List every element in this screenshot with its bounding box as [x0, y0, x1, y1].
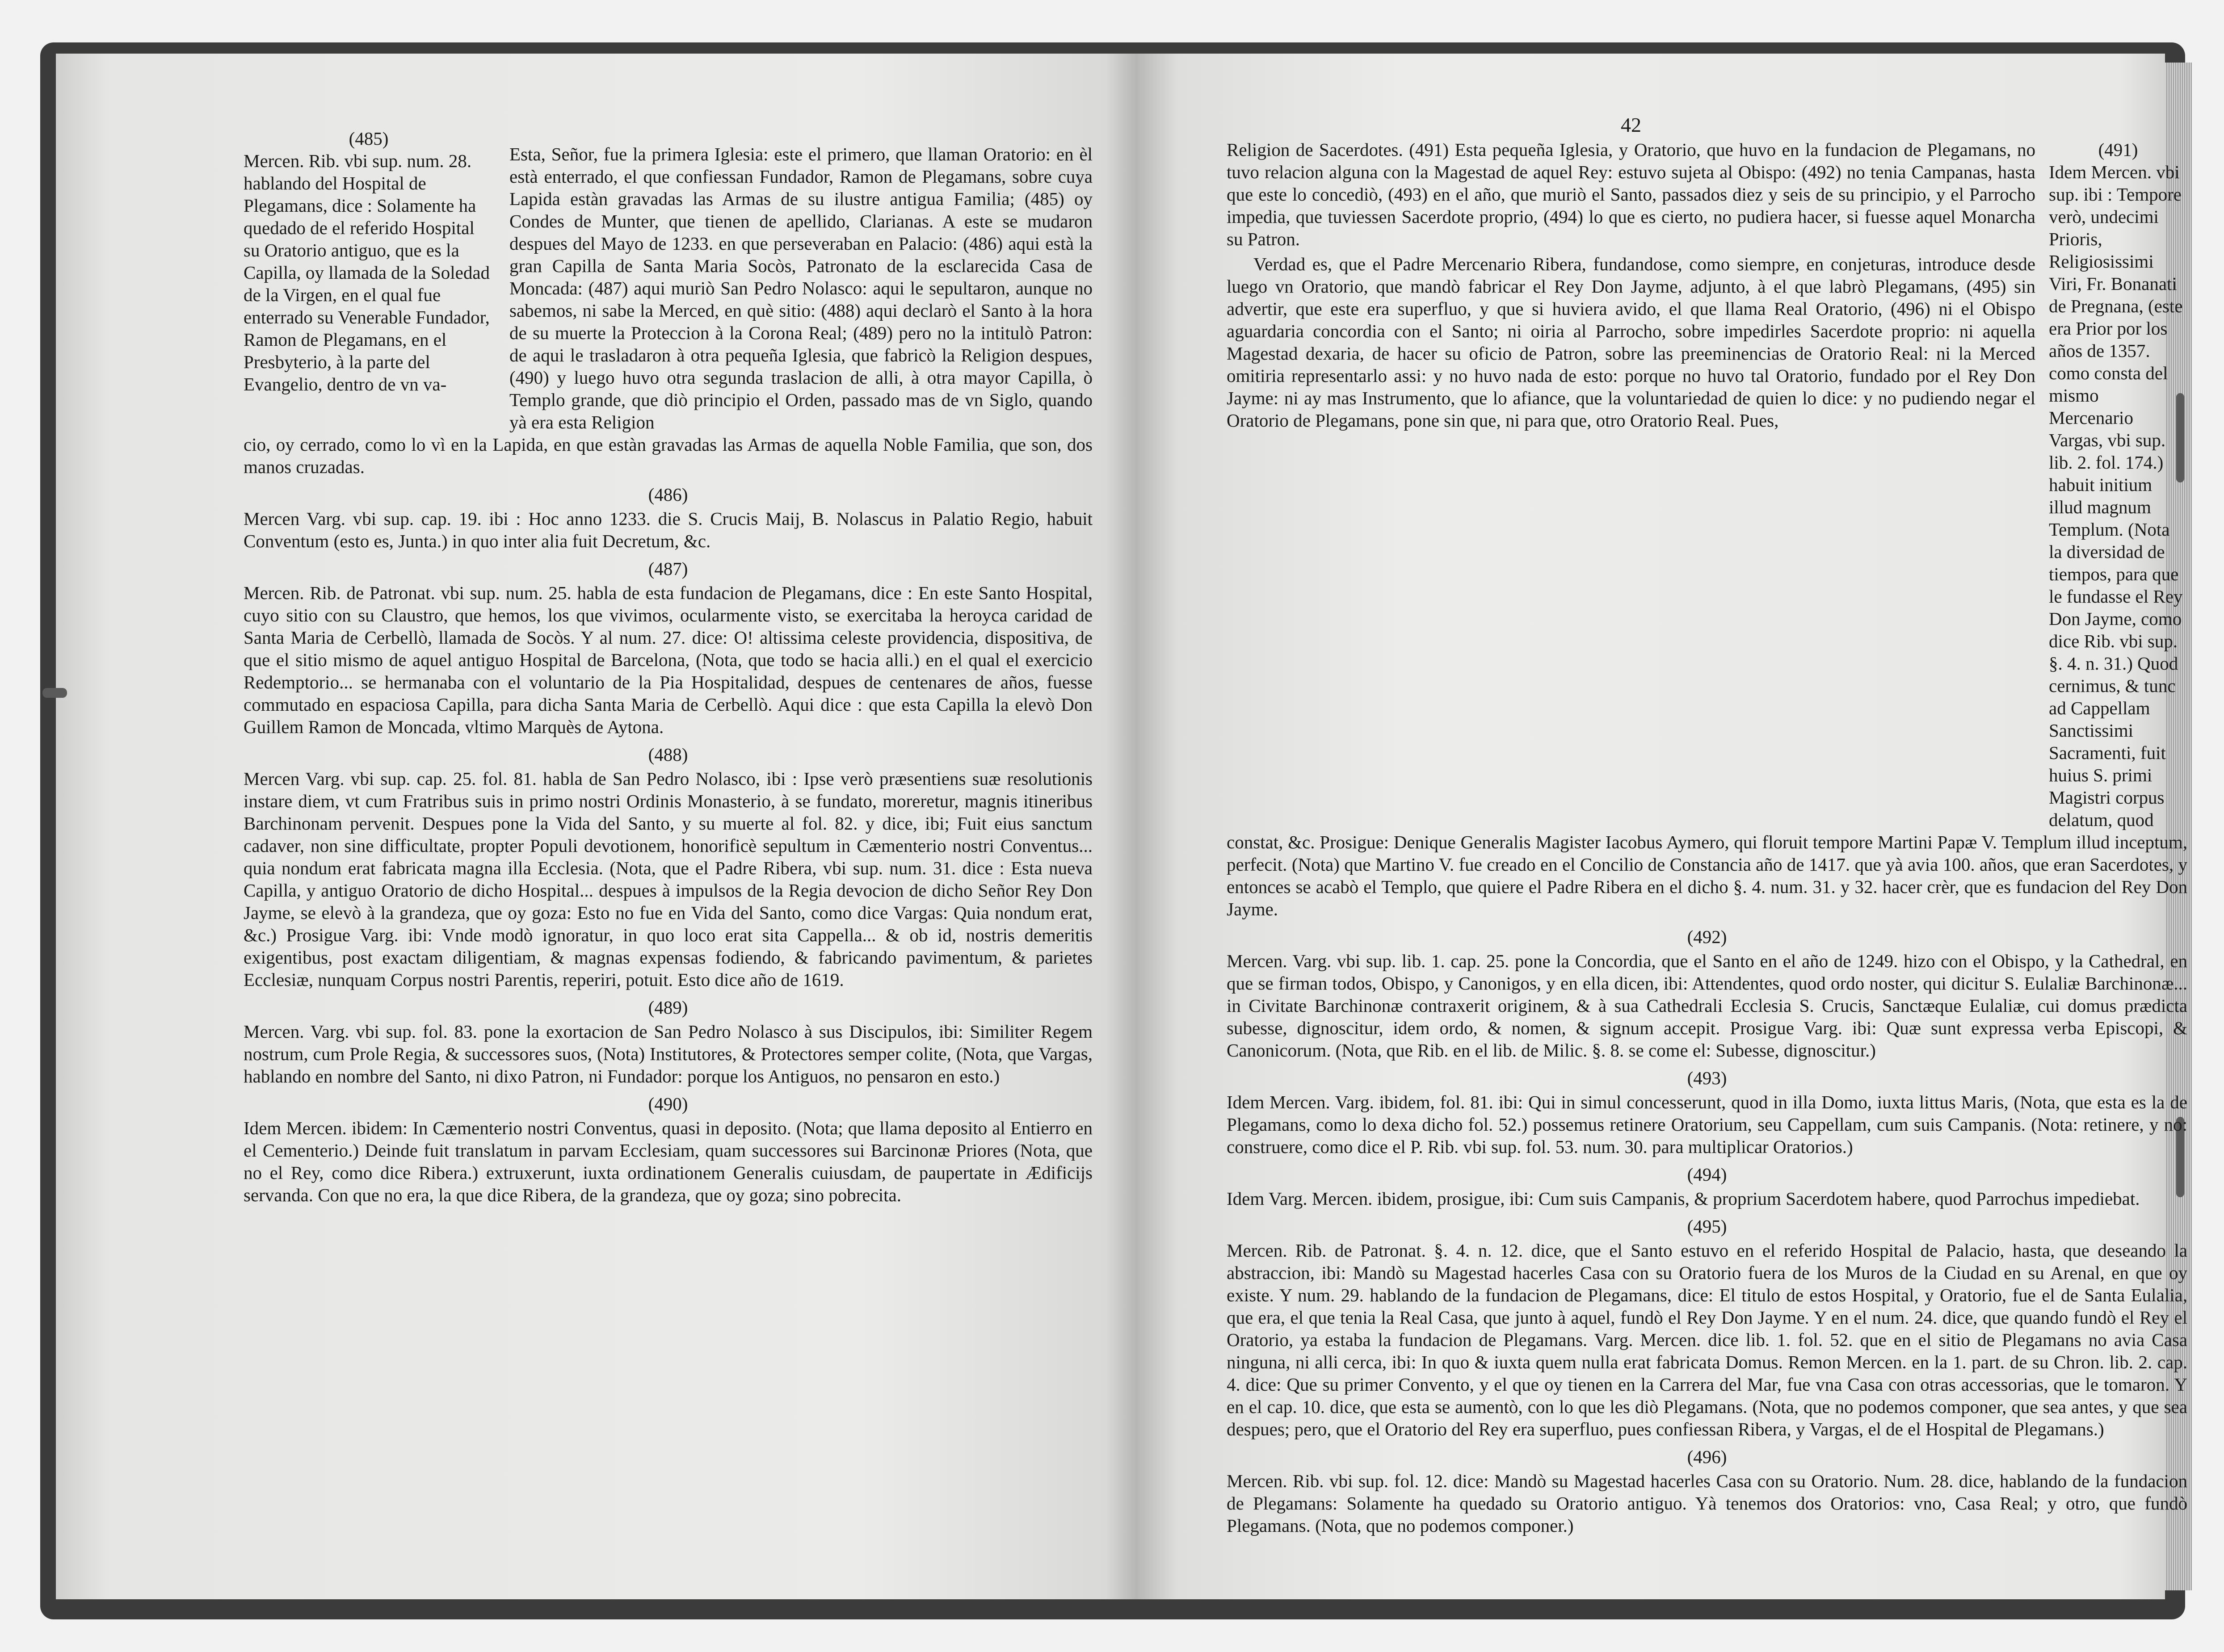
note-text: Mercen. Rib. de Patronat. vbi sup. num. 25. habla de esta fundacion de Plegamans, dice : En este Santo Hospital, cuyo sitio con su Claustro, que hemos, los que vivimos, ocularmente visto, se exercitaba la heroyca caridad de Santa Maria de Cerbellò, llamada de Socòs. Y al num. 27. dice: O! altissima celeste providencia, dispositiva, de que el sitio mismo de aquel antiguo Hospital de Barcelona, (Nota, que todo se hacia alli.) en el qual el exercicio Redemptorio... se hermanaba con el voluntario de la Pia Hospitalidad, despues de centenares de años, fuesse commutado en espaciosa Capilla, para dicha Santa Maria de Cerbellò. Aqui dice : que esta Capilla la elevò Don Guillem Ramon de Moncada, vltimo Marquès de Aytona.: [244, 583, 1093, 737]
binding-strap-left: [42, 688, 67, 698]
note-number: (486): [648, 484, 688, 505]
note-text: Mercen. Rib. vbi sup. fol. 12. dice: Mandò su Magestad hacerles Casa con su Oratorio. Num. 28. dice, hablando de la fundacion de Plegamans: Solamente ha quedado su Oratorio antiguo. Yà tenemos dos Oratorios: vno, Casa Real; y otro, que fundò Plegamans. (Nota, que no podemos componer.): [1227, 1471, 2187, 1536]
right-page-text: [1227, 112, 2187, 1539]
main-text-right: [1227, 138, 2035, 434]
note-text: Mercen. Varg. vbi sup. lib. 1. cap. 25. pone la Concordia, que el Santo en el año de 1249. hizo con el Obispo, y la Cathedral, en que se firman todos, Obispo, y Canonigos, y en ella dicen, ibi: Attendentes, quod ordo noster, qui dicitur S. Eulaliæ Barchinonæ... in Civitate Barchinonæ contraxerit originem, & à sua Cathedrali Ecclesia S. Crucis, Sanctæque Eulaliæ, cui domus prædicta subesse, dignoscitur, idem ordo, & nomen, & signum accepit. Prosigue Varg. ibi: Quæ sunt expressa verba Episcopi, & Canonicorum. (Nota, que Rib. en el lib. de Milic. §. 8. se come el: Subesse, dignoscitur.): [1227, 951, 2187, 1061]
main-text-left: Esta, Señor, fue la primera Iglesia: este el primero, que llaman Oratorio: en èl està enterrado, el que confiessan Fundador, Ramon de Plegamans, sobre cuya Lapida estàn gravadas las Armas de su ilustre antigua Familia; (485) oy Condes de Munter, que tienen de apellido, Clarianas. A este se mudaron despues del Mayo de 1233. en que perseveraban en Palacio: (486) aqui està la gran Capilla de Santa Maria Socòs, Patronato de la esclarecida Casa de Moncada: (487) aqui muriò San Pedro Nolasco: aqui le sepultaron, aunque no sabemos, ni sabe la Merced, en què sitio: (488) aqui declarò el Santo à la hora de su muerte la Proteccion à la Corona Real; (489) pero no la intitulò Patron: de aqui le trasladaron à otra pequeña Iglesia, que fabricò la Religion despues, (490) y luego huvo otra segunda traslacion de alli, à otra mayor Capilla, ò Templo grande, que diò principio el Orden, passado mas de vn Siglo, quando yà era esta Religion: [509, 144, 1093, 432]
note-text: Idem Mercen. vbi sup. ibi : Tempore verò, undecimi Prioris, Religiosissimi Viri, Fr. Bonanati de Pregnana, (este era Prior por los años de 1357. como consta del mismo Mercenario Vargas, vbi sup. lib. 2. fol. 174.) habuit initium illud magnum Templum. (Nota la diversidad de tiempos, para que le fundasse el Rey Don Jayme, como dice Rib. vbi sup. §. 4. n. 31.) Quod cernimus, & tunc ad Cappellam Sanctissimi Sacramenti, fuit huius S. primi Magistri corpus delatum, quod: [2049, 162, 2183, 830]
note-number: (493): [1687, 1068, 1727, 1088]
left-notes: [244, 433, 1093, 1206]
note-number: (491): [2098, 139, 2138, 160]
left-page-text: [244, 127, 1093, 1209]
note-number: (485): [349, 128, 389, 149]
page-number: 42: [1621, 113, 1641, 136]
note-number: (496): [1687, 1447, 1727, 1467]
note-number: (492): [1687, 927, 1727, 947]
note-number: (495): [1687, 1216, 1727, 1237]
note-text: Mercen. Rib. vbi sup. num. 28. hablando del Hospital de Plegamans, dice : Solamente ha quedado de el referido Hospital su Oratorio antiguo, que es la Capilla, oy llamada de la Soledad de la Virgen, en el qual fue enterrado su Venerable Fundador, Ramon de Plegamans, en el Presbyterio, à la parte del Evangelio, dentro de vn va-: [244, 151, 490, 394]
note-text: Idem Mercen. ibidem: In Cæmenterio nostri Conventus, quasi in deposito. (Nota; que llama deposito al Entierro en el Cementerio.) Deinde fuit translatum in parvam Ecclesiam, quam successores sui Barcinonæ Priores (Nota, que no el Rey, como dice Ribera.) extruxerunt, iuxta ordinationem Generalis cuiusdam, de paupertate in Ædificijs servanda. Con que no era, la que dice Ribera, de la grandeza, que oy goza; sino pobrecita.: [244, 1118, 1093, 1205]
note-text: Idem Varg. Mercen. ibidem, prosigue, ibi: Cum suis Campanis, & proprium Sacerdotem habere, quod Parrochus impediebat.: [1227, 1188, 2140, 1209]
note-number: (488): [648, 744, 688, 765]
note-number: (494): [1687, 1164, 1727, 1185]
paragraph: Verdad es, que el Padre Mercenario Ribera, fundandose, como siempre, en conjeturas, introduce desde luego vn Oratorio, que mandò fabricar el Rey Don Jayme, adjunto, à el que labrò Plegamans, (495) sin advertir, que este era superfluo, y que si huviera avido, el que llama Real Oratorio, (496) ni el Obispo aguardaria concordia con el Santo; ni oiria al Parrocho, sobre impedirles Sacerdote proprio: ni aquella Magestad dexaria, de hacer su oficio de Patron, sobre las preeminencias de Oratorio Real: ni la Merced omitiria representarlo assi: y no huvo nada de esto: porque no huvo tal Oratorio, fundado por el Rey Don Jayme: ni ay mas Instrumento, que lo afiance, que la voluntariedad de quien lo dice: y no pudiendo negar el Oratorio de Plegamans, pone sin que, ni para que, otro Oratorio Real. Pues,: [1227, 254, 2035, 431]
note-491-continuation: constat, &c. Prosigue: Denique Generalis Magister Iacobus Aymero, qui floruit tempore Martini Papæ V. Templum illud inceptum, perfecit. (Nota) que Martino V. fue creado en el Concilio de Constancia año de 1417. que yà avia 100. años, que eran Sacerdotes, y entonces se acabò el Templo, que quiere el Padre Ribera en el dicho §. 4. num. 31. y 32. hacer crèr, que es fundacion del Rey Don Jayme.: [1227, 832, 2187, 919]
note-text: Mercen. Varg. vbi sup. fol. 83. pone la exortacion de San Pedro Nolasco à sus Discipulos, ibi: Similiter Regem nostrum, cum Prole Regia, & successores suos, (Nota) Institutores, & Protectores semper colite, (Nota, que Vargas, hablando en nombre del Santo, ni dixo Patron, ni Fundador: porque los Antiguos, no pensaron en esto.): [244, 1021, 1093, 1086]
note-text: Mercen Varg. vbi sup. cap. 19. ibi : Hoc anno 1233. die S. Crucis Maij, B. Nolascus in Palatio Regio, habuit Conventum (esto es, Junta.) in quo inter alia fuit Decretum, &c.: [244, 508, 1093, 551]
note-number: (489): [648, 997, 688, 1018]
note-number: (487): [648, 558, 688, 579]
margin-note-491: [2049, 138, 2187, 831]
note-485-continuation: cio, oy cerrado, como lo vì en la Lapida, en que estàn gravadas las Armas de aquella Noble Familia, que son, dos manos cruzadas.: [244, 434, 1093, 477]
paragraph: Religion de Sacerdotes. (491) Esta pequeña Iglesia, y Oratorio, que huvo en la fundacion de Plegamans, no tuvo relacion alguna con la Magestad de aquel Rey: estuvo sujeta al Obispo: (492) no tenia Campanas, hasta que este lo concediò, (493) en el año, que muriò el Santo, passados diez y seis de su principio, y el Parrocho impedia, que tuviessen Sacerdote proprio, (494) lo que es cierto, no pudiera hacer, si fuesse aquel Monarcha su Patron.: [1227, 139, 2035, 249]
right-notes: [1227, 831, 2187, 1537]
note-text: Mercen. Rib. de Patronat. §. 4. n. 12. dice, que el Santo estuvo en el referido Hospital de Palacio, hasta, que deseando la abstraccion, ibi: Mandò su Magestad hacerles Casa con su Oratorio fuera de los Muros de la Ciudad en su Arenal, en que oy existe. Y num. 29. hablando de la fundacion de Plegamans, dice: El titulo de estos Hospital, y Oratorio, fue el de Santa Eulalia, que era, el que tenia la Real Casa, que junto à aquel, fundò el Rey Don Jayme. Y en el num. 24. dice, que quando fundò el Rey el Oratorio, ya estaba la fundacion de Plegamans. Varg. Mercen. dice lib. 1. fol. 52. que en el sitio de Plegamans no avia Casa ninguna, ni alli cerca, ibi: In quo & iuxta quem nulla erat fabricata Domus. Remon Mercen. en la 1. part. de su Chron. lib. 2. cap. 4. dice: Que su primer Convento, y el que oy tienen en la Carrera del Mar, fue vna Casa con otras accessorias, que le tomaron. Y en el cap. 10. dice, que esta se aumentò, con lo que les diò Plegamans. (Nota, que no podemos componer, que sea antes, y que sea despues; pero, que el Oratorio del Rey era superfluo, pues confiessan Ribera, y Vargas, el de el Hospital de Plegamans.): [1227, 1240, 2187, 1439]
left-top-section: [244, 127, 1093, 433]
note-text: Mercen Varg. vbi sup. cap. 25. fol. 81. habla de San Pedro Nolasco, ibi : Ipse verò præsentiens suæ resolutionis instare diem, vt cum Fratribus suis in primo nostri Ordinis Monasterio, à se fundato, moreretur, magnis itineribus Barchinonam pervenit. Despues pone la Vida del Santo, y su muerte al fol. 82. y dice, ibi; Fuit eius sanctum cadaver, non sine difficultate, propter Populi devotionem, honorificè sepultum in Cæmenterio nostri Conventus... quia nondum erat fabricata magna illa Ecclesia. (Nota, que el Padre Ribera, vbi sup. num. 31. dice : Esta nueva Capilla, y antiguo Oratorio de dicho Hospital... despues à impulsos de la Regia devocion de dicho Señor Rey Don Jayme, se elevò à la grandeza, que oy goza: Esto no fue en Vida del Santo, como dice Vargas: Quia nondum erat, &c.) Prosigue Varg. ibi: Vnde modò ignoratur, in quo loco erat sita Cappella... & ob id, nostris demeritis exigentibus, post exactam diligentiam, & magnas expensas fodiendo, & fabricando pavimentum, & parietes Ecclesiæ, nunquam Corpus nostri Parentis, reperiri, potuit. Esto dice año de 1619.: [244, 768, 1093, 990]
right-top-section: [1227, 138, 2187, 831]
note-text: Idem Mercen. Varg. ibidem, fol. 81. ibi: Qui in simul concesserunt, quod in illa Domo, iuxta littus Maris, (Nota, que esta es la de Plegamans, como lo dexa dicho fol. 52.) possemus retinere Oratorium, seu Cappellam, cum suis Campanis. (Nota: retinere, y no: construere, como dice el P. Rib. vbi sup. fol. 53. num. 30. para multiplicar Oratorios.): [1227, 1092, 2187, 1157]
note-number: (490): [648, 1094, 688, 1114]
margin-note-485: [244, 127, 494, 395]
